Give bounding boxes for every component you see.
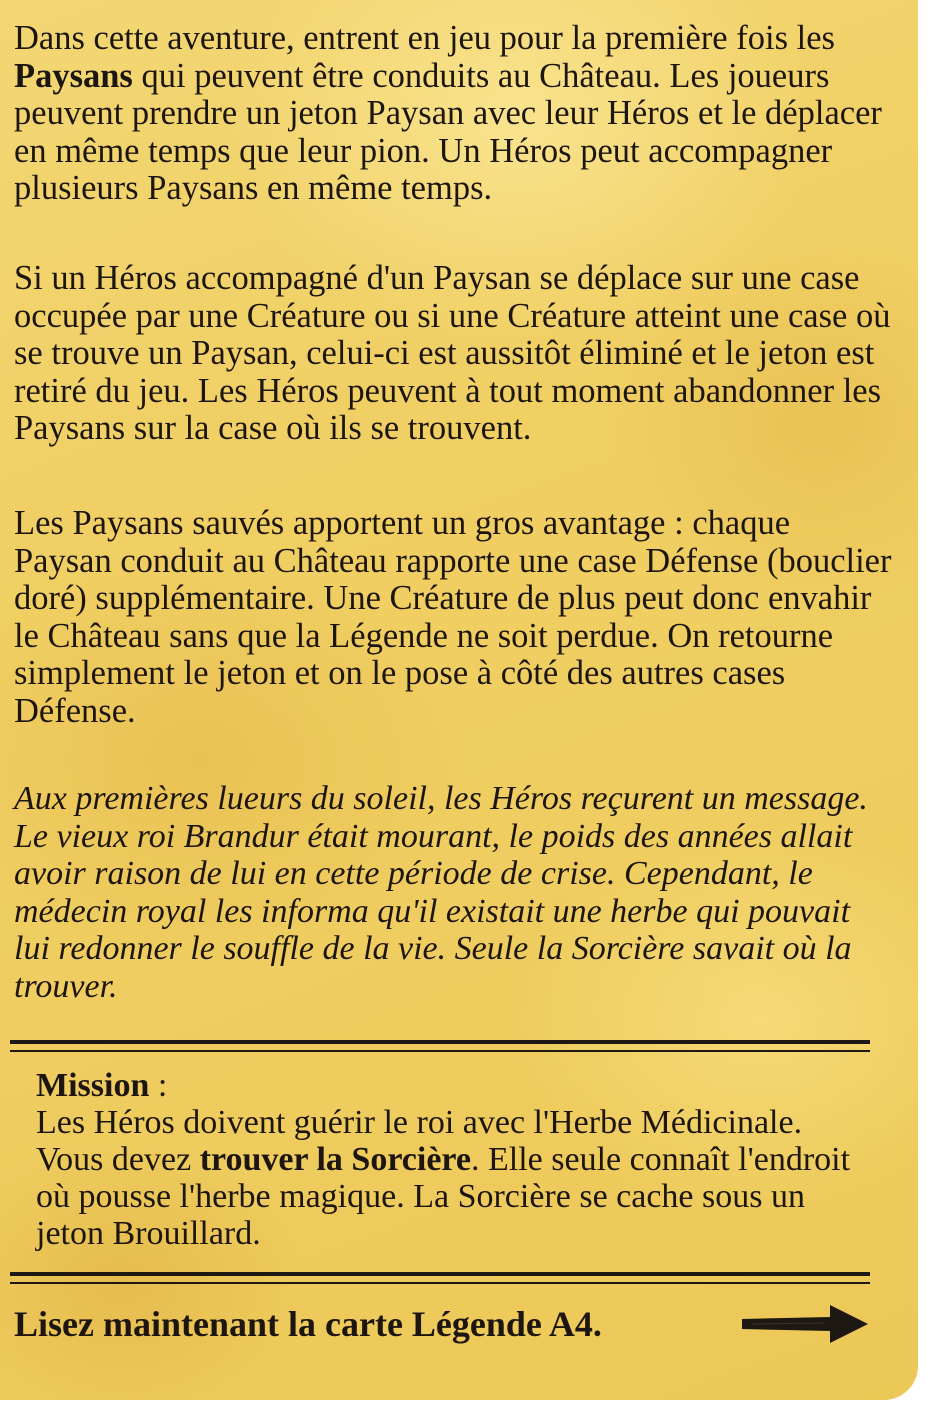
- paragraph-peasants-rules: Si un Héros accompagné d'un Paysan se déplace sur une case occupée par une Créature ou si une Créature atteint une case où se trouve un Paysan, celui-ci est aussitôt éliminé et le jeton est retiré du jeu. Les Héros peuvent à tout moment abandonner les Paysans sur la case où ils se trouvent.: [14, 259, 891, 447]
- divider-bottom-thin: [10, 1282, 870, 1284]
- divider-bottom: [10, 1272, 870, 1276]
- mission-box: [36, 1067, 876, 1252]
- arrow-right-icon: [738, 1302, 872, 1346]
- divider-top-thin: [10, 1050, 870, 1052]
- paragraph-peasants-advantage: Les Paysans sauvés apportent un gros avantage : chaque Paysan conduit au Château rapporte une case Défense (bouclier doré) supplémentaire. Une Créature de plus peut donc envahir le Château sans que la Légende ne soit perdue. On retourne simplement le jeton et on le pose à côté des autres cases Défense.: [14, 504, 892, 730]
- p1-bold-peasants: Paysans: [14, 56, 133, 95]
- paragraph-story: Aux premières lueurs du soleil, les Héros reçurent un message. Le vieux roi Brandur était mourant, le poids des années allait avoir raison de lui en cette période de crise. Cependant, le médecin royal les informa qu'il existait une herbe qui pouvait lui redonner le souffle de la vie. Seule la Sorcière savait où la trouver.: [14, 780, 868, 1005]
- mission-bold-witch: trouver la Sorcière: [199, 1141, 471, 1178]
- p1-text-after: qui peuvent être conduits au Château. Les joueurs peuvent prendre un jeton Paysan avec leur Héros et le déplacer en même temps que leur pion. Un Héros peut accompagner plusieurs Paysans en même temps.: [14, 56, 882, 207]
- p1-text-before: Dans cette aventure, entrent en jeu pour la première fois les: [14, 19, 835, 57]
- mission-heading: [36, 1067, 876, 1104]
- paragraph-peasants-intro: [14, 20, 894, 208]
- mission-title-colon: :: [149, 1067, 168, 1104]
- mission-text-after: . Elle seule connaît l'endroit où pousse l'herbe magique. La Sorcière se cache sous un jeton Brouillard.: [36, 1141, 851, 1252]
- divider-top: [10, 1040, 870, 1044]
- mission-body: [36, 1104, 876, 1252]
- mission-text-before: Les Héros doivent guérir le roi avec l'Herbe Médicinale. Vous devez: [36, 1104, 803, 1178]
- footer-instruction: Lisez maintenant la carte Légende A4.: [14, 1304, 602, 1344]
- mission-title: Mission: [36, 1067, 150, 1104]
